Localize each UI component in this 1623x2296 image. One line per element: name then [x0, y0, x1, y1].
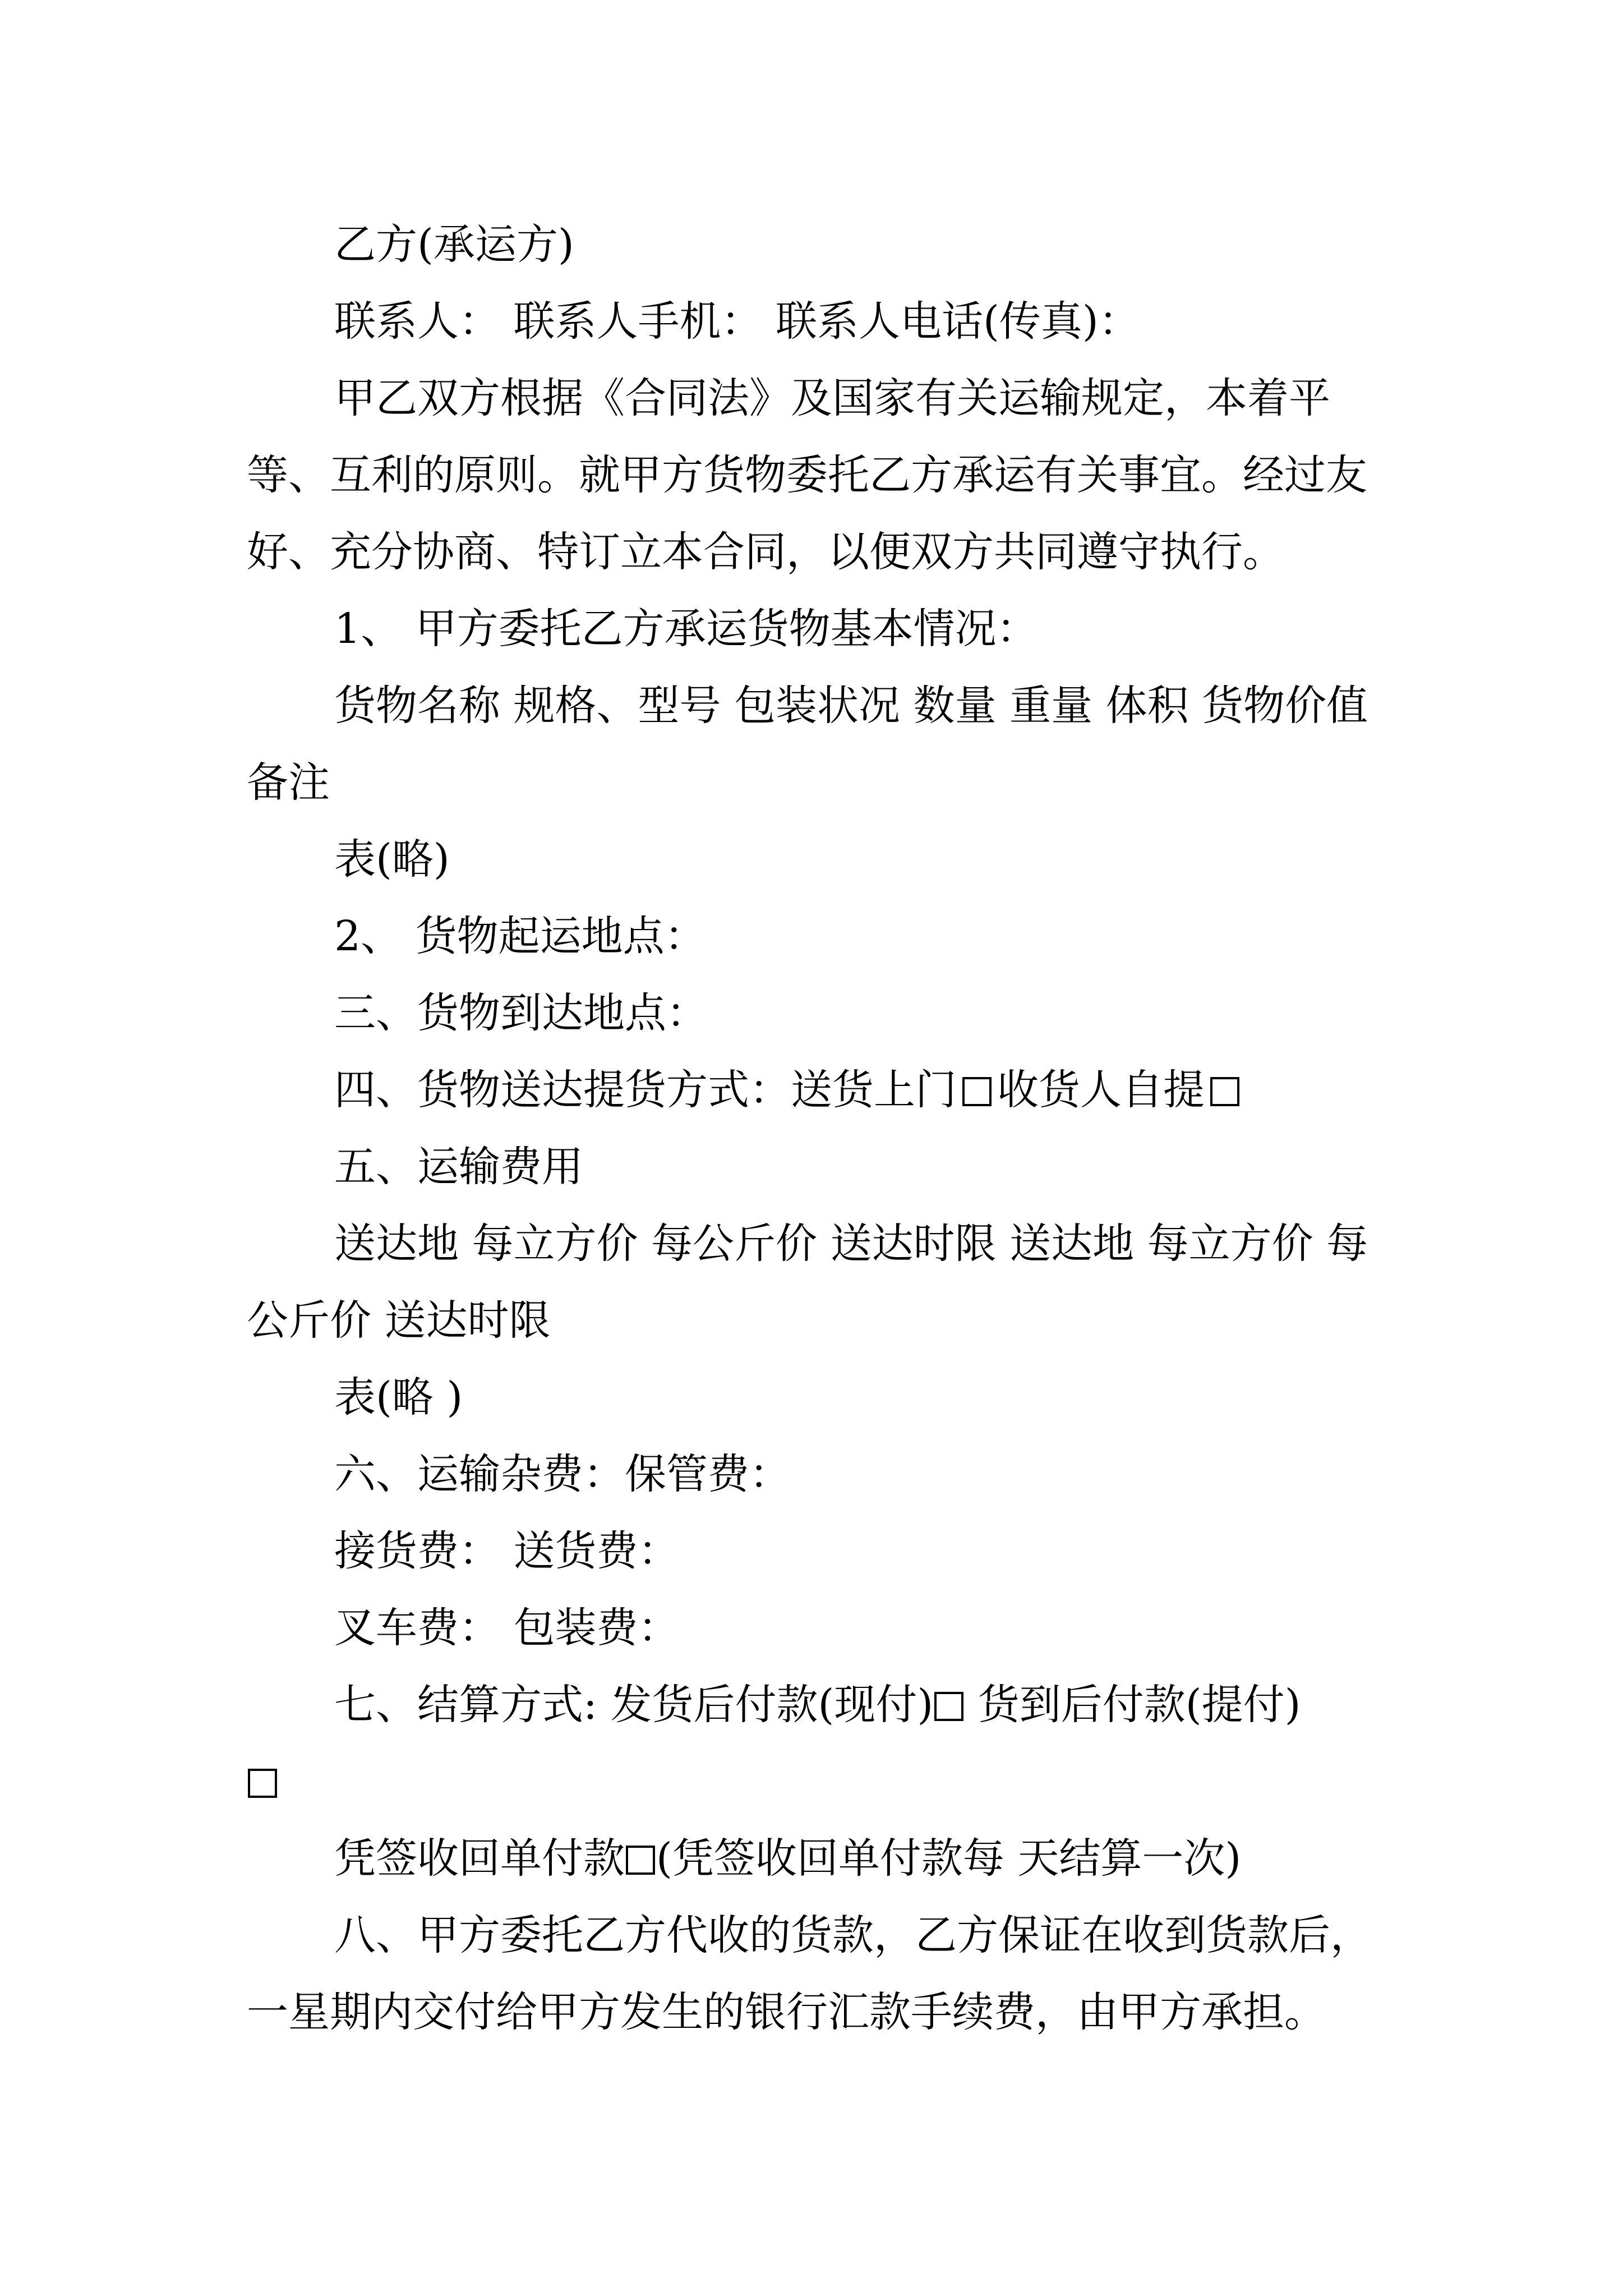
collect-checkbox-line: [247, 1743, 1391, 1820]
collect-checkbox[interactable]: [248, 1769, 277, 1798]
clause-2-origin: 2、 货物起运地点：: [334, 912, 706, 960]
clause-7-settlement: [247, 1667, 1391, 1743]
receipt-payment-label: 凭签收回单付款: [334, 1834, 625, 1883]
contact-line: 联系人： 联系人手机： 联系人电话(传真)：: [334, 297, 1140, 346]
goods-table-header: 货物名称 规格、型号 包装状况 数量 重量 体积 货物价值 备注: [247, 682, 1368, 807]
self-pickup-label: 收货人自提: [997, 1066, 1205, 1114]
delivery-door-label: 四、货物送达提货方式：送货上门: [334, 1066, 957, 1114]
clause-3-destination: 三、货物到达地点：: [334, 989, 708, 1037]
freight-table-header: 送达地 每立方价 每公斤价 送达时限 送达地 每立方价 每公斤价 送达时限: [247, 1220, 1368, 1345]
door-delivery-checkbox[interactable]: [962, 1077, 992, 1106]
forklift-packing-fees: 叉车费： 包装费：: [334, 1604, 680, 1652]
prepaid-checkbox[interactable]: [934, 1692, 963, 1721]
preamble-paragraph: 甲乙双方根据《合同法》及国家有关运输规定，本着平等、互利的原则。就甲方货物委托乙方承运有关事宜。经过友好、充分协商、特订立本合同，以便双方共同遵守执行。: [247, 374, 1367, 576]
self-pickup-checkbox[interactable]: [1210, 1077, 1239, 1106]
prepaid-label: 七、结算方式: 发货后付款(现付): [334, 1681, 934, 1729]
goods-table-omitted: 表(略): [334, 835, 450, 884]
clause-1-title: 1、 甲方委托乙方承运货物基本情况：: [334, 605, 1038, 653]
document-body: [247, 206, 1391, 2051]
party-b-heading: 乙方(承运方): [334, 220, 574, 269]
freight-table-omitted: 表(略 ): [334, 1373, 463, 1421]
receipt-payment-note: (凭签收回单付款每 天结算一次): [656, 1834, 1242, 1883]
clause-8-collection: 八、甲方委托乙方代收的货款，乙方保证在收到货款后，一星期内交付给甲方发生的银行汇款手续费，由甲方承担。: [247, 1911, 1372, 2036]
collect-label: 货到后付款(提付): [978, 1681, 1301, 1729]
receipt-payment-line: [247, 1820, 1391, 1897]
clause-4-delivery-method: [247, 1052, 1391, 1129]
receiving-delivery-fees: 接货费： 送货费：: [334, 1527, 680, 1575]
clause-5-title: 五、运输费用: [334, 1143, 583, 1191]
receipt-payment-checkbox[interactable]: [626, 1846, 655, 1875]
clause-6-misc-fees: 六、运输杂费：保管费：: [334, 1450, 791, 1498]
